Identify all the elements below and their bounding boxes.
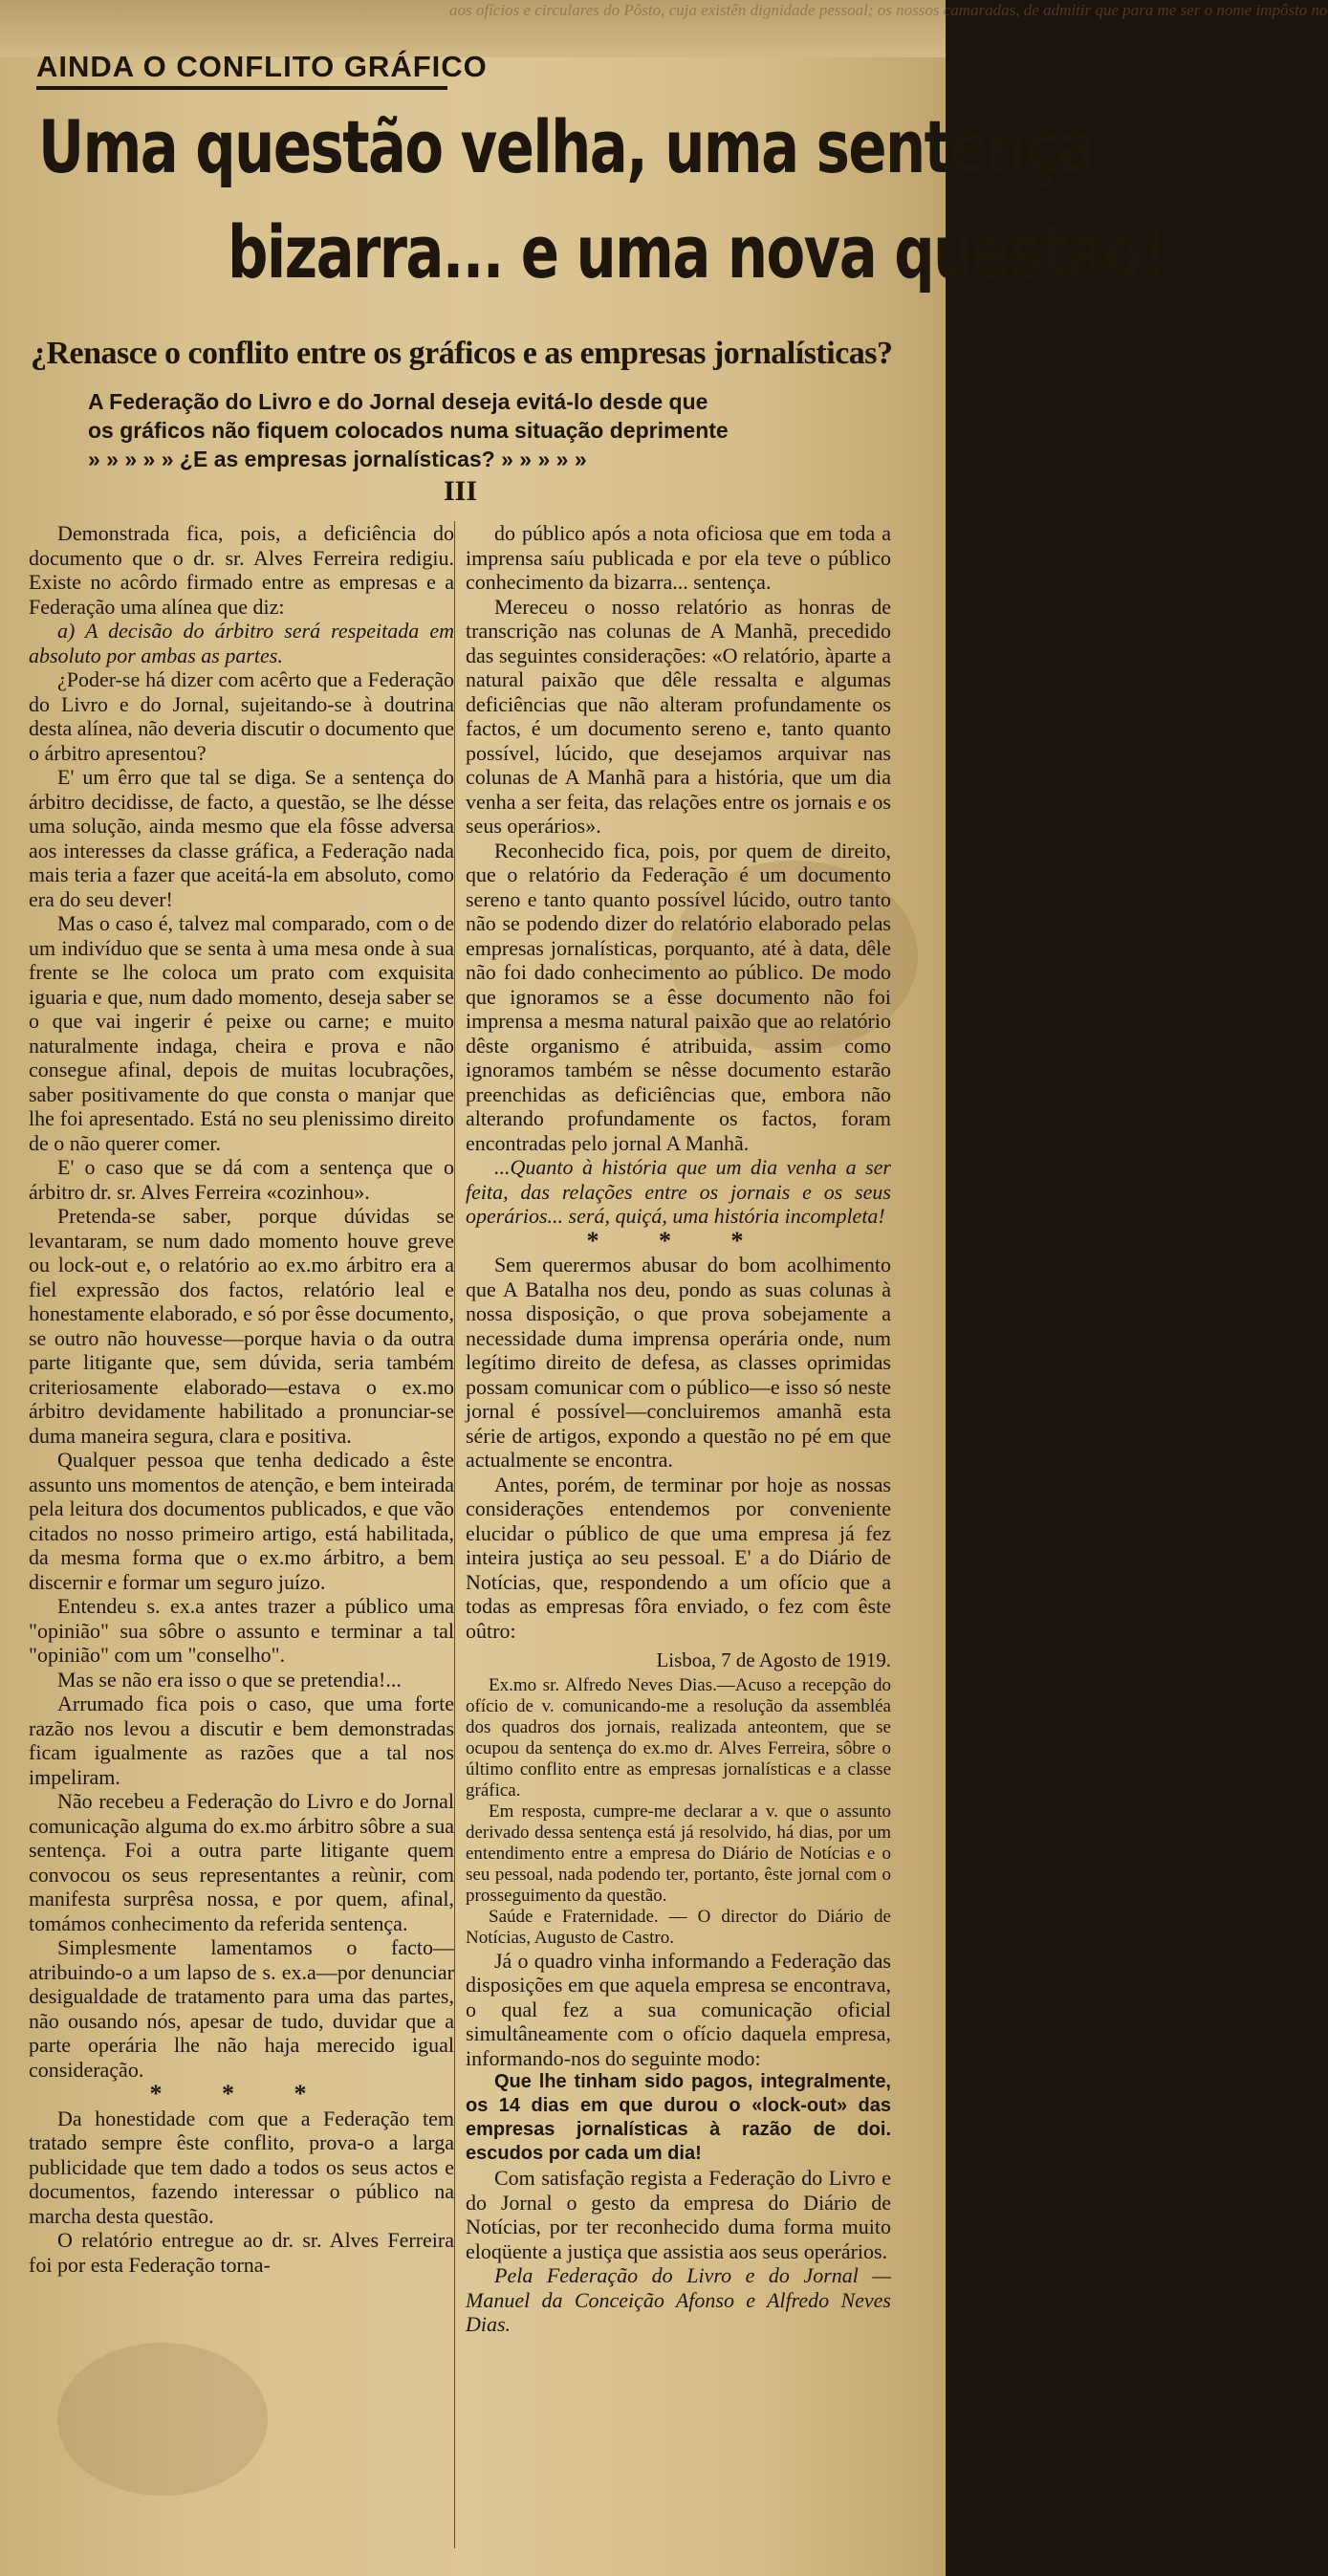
letter-paragraph: Em resposta, cumpre-me declarar a v. que o assunto derivado dessa sentença está já resolvido, há dias, por um entendimento entre a empresa do Diário de Notícias e o seu pessoal, nada podendo ter, portanto, êste jornal com o prosseguimento da questão. <box>466 1801 891 1906</box>
highlighted-statement: Que lhe tinham sido pagos, integralmente, os 14 dias em que durou o «lock-out» das empresas jornalísticas à razão de doi. escudos por cada um dia! <box>466 2071 891 2164</box>
right-column <box>466 521 891 2337</box>
paper-stain <box>57 2343 268 2496</box>
kicker-rule <box>36 86 447 90</box>
paragraph: Arrumado fica pois o caso, que uma forte razão nos levou a discutir e bem demonstradas ficam igualmente as razões que a tal nos impeliram. <box>29 1692 454 1789</box>
left-column <box>29 521 454 2277</box>
paragraph: Mas se não era isso o que se pretendia!... <box>57 1667 402 1692</box>
paragraph: Demonstrada fica, pois, a deficiência do documento que o dr. sr. Alves Ferreira redigiu. Existe no acôrdo firmado entre as empresas e a Federação uma alínea que diz: <box>29 521 454 619</box>
paragraph: Da honestidade com que a Federação tem tratado sempre êste conflito, prova-o a larga publicidade que tem dado a todos os seus actos e documentos, fazendo interessar o público na marcha desta questão. <box>29 2106 454 2228</box>
signature: Pela Federação do Livro e do Jornal — Manuel da Conceição Afonso e Alfredo Neves Dias. <box>466 2263 891 2336</box>
quoted-letter <box>466 1675 891 1949</box>
deck-line-1: A Federação do Livro e do Jornal deseja evitá-lo desde que <box>88 389 708 414</box>
deck <box>88 387 910 473</box>
column-divider <box>454 521 455 2548</box>
section-break-stars: * * * <box>149 2080 334 2107</box>
headline-line-1: Uma questão velha, uma sentença <box>38 104 1095 189</box>
headline-line-2: bizarra... e uma nova questão! <box>228 209 1166 295</box>
paragraph: do público após a nota oficiosa que em toda a imprensa saíu publicada e por ela teve o público conhecimento da bizarra... sentença. <box>466 521 891 594</box>
subheadline: ¿Renasce o conflito entre os gráficos e as empresas jornalísticas? <box>31 336 893 371</box>
section-break-stars: * * * <box>586 1226 771 1255</box>
paragraph: Mas o caso é, talvez mal comparado, com o de um indivíduo que se senta à uma mesa onde à sua frente se lhe coloca um prato com exquisita iguaria e que, num dado momento, deseja saber se o que vai ingerir é peixe ou carne; e muito naturalmente indaga, cheira e prova e não consegue afinal, depois de muitas locubrações, saber positivamente do que consta o manjar que lhe foi apresentado. Está no seu plenissimo direito de o não querer comer. <box>29 911 454 1155</box>
section-numeral: III <box>444 475 478 507</box>
paragraph: ...Quanto à história que um dia venha a ser feita, das relações entre os jornais e os seus operários... será, quiçá, uma história incompleta! <box>466 1155 891 1228</box>
paragraph: Entendeu s. ex.a antes trazer a público uma "opinião" sua sôbre o assunto e terminar a tal "opinião" com um "conselho". <box>29 1594 454 1667</box>
bleed-through-text: aos ofícios e circulares do Pôsto, cuja existên dignidade pessoal; os nossos camaradas, de admitir que para me ser o nome impôsto no <box>449 1 1328 19</box>
letter-signoff: Saúde e Fraternidade. — O director do Diário de Notícias, Augusto de Castro. <box>466 1906 891 1948</box>
kicker: AINDA O CONFLITO GRÁFICO <box>36 50 488 83</box>
paragraph: Reconhecido fica, pois, por quem de direito, que o relatório da Federação é um documento sereno e tanto quanto possível lúcido, outro tanto não se podendo dizer do relatório elaborado pelas empresas jornalísticas, porquanto, até à data, dêle não foi dado conhecimento ao público. De modo que ignoramos se a êsse documento não foi imprensa a mesma natural paixão que ao relatório dêste organismo é atribuida, assim como ignoramos também se nêsse documento estarão preenchidas as deficiências que, embora não alterando profundamente os factos, foram encontradas pelo jornal A Manhã. <box>466 838 891 1155</box>
paragraph: Já o quadro vinha informando a Federação das disposições em que aquela empresa se encontrava, o qual fez a sua comunicação oficial simultâneamente com o ofício daquela empresa, informando-nos do seguinte modo: <box>466 1948 891 2070</box>
deck-line-3: » » » » » ¿E as empresas jornalísticas? » » » » » <box>88 447 587 471</box>
letter-paragraph: Ex.mo sr. Alfredo Neves Dias.—Acuso a recepção do ofício de v. comunicando-me a resolução da assembléa dos quadros dos jornais, realizada anteontem, que se ocupou da sentença do ex.mo dr. Alves Ferreira, sôbre o último conflito entre as empresas jornalísticas e a classe gráfica. <box>466 1674 891 1801</box>
paragraph: O relatório entregue ao dr. sr. Alves Ferreira foi por esta Federação torna- <box>29 2228 454 2277</box>
paragraph: Antes, porém, de terminar por hoje as nossas considerações entendemos por conveniente elucidar o público de que uma empresa já fez inteira justiça ao seu pessoal. E' a do Diário de Notícias, que, respondendo a um ofício que a todas as empresas fôra enviado, o fez com êste oûtro: <box>466 1472 891 1643</box>
paragraph: Não recebeu a Federação do Livro e do Jornal comunicação alguma do ex.mo árbitro sôbre a sua sentença. Foi a outra parte litigante quem convocou os seus representantes a reùnir, com manifesta surprêsa nossa, e por quem, afinal, tomámos conhecimento da referida sentença. <box>29 1789 454 1935</box>
paragraph: Mereceu o nosso relatório as honras de transcrição nas colunas de A Manhã, precedido das seguintes considerações: «O relatório, àparte a natural paixão que dêle ressalta e algumas deficiências que não alteram profundamente os factos, é um documento sereno e, tanto quanto possível, lúcido, que desejamos arquivar nas colunas de A Manhã para a história, que um dia venha a ser feita, das relações entre os jornais e os seus operários». <box>466 594 891 838</box>
quoted-clause: a) A decisão do árbitro será respeitada em absoluto por ambas as partes. <box>29 619 454 667</box>
paragraph: Simplesmente lamentamos o facto—atribuindo-o a um lapso de s. ex.a—por denunciar desigualdade de tratamento para uma das partes, não ousando nós, apesar de tudo, duvidar que a parte operária lhe não haja merecido igual consideração. <box>29 1935 454 2082</box>
paragraph: Pretenda-se saber, porque dúvidas se levantaram, se num dado momento houve greve ou lock-out e, o relatório ao ex.mo árbitro era a fiel expressão dos factos, relatório leal e honestamente elaborado, e só por êsse documento, se outro não houvesse—porque havia o da outra parte litigante que, sem dúvida, seria também criteriosamente elaborado—estava o ex.mo árbitro devidamente habilitado a pronunciar-se duma maneira segura, clara e positiva. <box>29 1204 454 1448</box>
letter-dateline: Lisboa, 7 de Agosto de 1919. <box>656 1648 891 1671</box>
deck-line-2: os gráficos não fiquem colocados numa situação deprimente <box>88 418 729 443</box>
paragraph: Com satisfação regista a Federação do Livro e do Jornal o gesto da empresa do Diário de Notícias, por ter reconhecido duma forma muito eloqüente a justiça que assistia aos seus operários. <box>466 2166 891 2263</box>
paragraph: E' um êrro que tal se diga. Se a sentença do árbitro decidisse, de facto, a questão, se lhe désse uma solução, ainda mesmo que ela fôsse adversa aos interesses da classe gráfica, a Federação nada mais teria a fazer que aceitá-la em absoluto, como era do seu dever! <box>29 765 454 911</box>
paragraph: E' o caso que se dá com a sentença que o árbitro dr. sr. Alves Ferreira «cozinhou». <box>29 1155 454 1204</box>
paragraph: Sem querermos abusar do bom acolhimento que A Batalha nos deu, pondo as suas colunas à nossa disposição, o que prova sobejamente a necessidade duma imprensa operária onde, num legítimo direito de defesa, as classes oprimidas possam comunicar com o público—e isso só neste jornal é possível—concluiremos amanhã esta série de artigos, expondo a questão no pé em que actualmente se encontra. <box>466 1253 891 1472</box>
paragraph: ¿Poder-se há dizer com acêrto que a Federação do Livro e do Jornal, sujeitando-se à doutrina desta alínea, não deveria discutir o documento que o árbitro apresentou? <box>29 667 454 765</box>
paragraph: Qualquer pessoa que tenha dedicado a êste assunto uns momentos de atenção, e bem inteirada pela leitura dos documentos publicados, e que vão citados no nosso primeiro artigo, está habilitada, da mesma forma que o ex.mo árbitro, a bem discernir e formar um seguro juízo. <box>29 1448 454 1594</box>
